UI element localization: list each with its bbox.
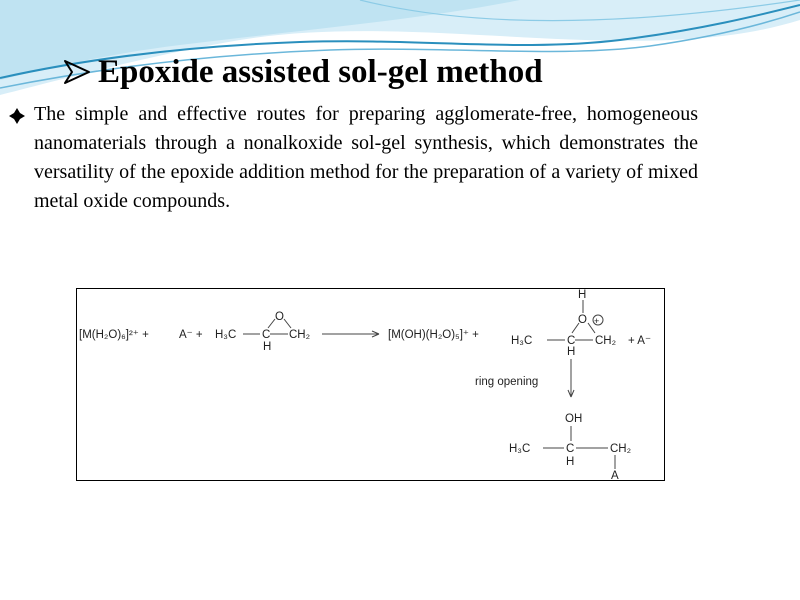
product-complex: [M(OH)(H₂O)₅]⁺ + — [388, 329, 479, 341]
reaction-scheme-drawing — [77, 289, 664, 480]
reaction-scheme-figure — [76, 288, 665, 481]
epoxide-carbon: C — [262, 329, 271, 341]
protonated-oxygen: O — [578, 314, 587, 326]
anion-a: A⁻ + — [179, 329, 203, 341]
protonated-h: H — [567, 346, 576, 358]
diamond-clover-bullet-icon — [8, 107, 26, 125]
epoxide-h3c: H₃C — [215, 329, 237, 341]
slide-title-row — [62, 50, 543, 94]
final-h3c: H₃C — [509, 443, 531, 455]
protonated-top-h: H — [578, 289, 587, 301]
ring-opening-label: ring opening — [475, 376, 539, 388]
final-oh: OH — [565, 413, 583, 425]
protonated-h3c: H₃C — [511, 335, 533, 347]
final-a: A — [611, 470, 619, 480]
final-ch2: CH₂ — [610, 443, 632, 455]
protonated-ch2: CH₂ — [595, 335, 617, 347]
reactant-complex: [M(H₂O)₆]²⁺ + — [79, 329, 149, 341]
final-h: H — [566, 456, 575, 468]
anion-a-product: + A⁻ — [628, 335, 652, 347]
protonated-ring-bond-1 — [572, 323, 579, 333]
epoxide-ring-bond-2 — [284, 319, 291, 328]
epoxide-oxygen: O — [275, 311, 284, 323]
bullet-paragraph — [8, 100, 698, 216]
final-carbon: C — [566, 443, 575, 455]
epoxide-ring-bond-1 — [268, 319, 275, 328]
epoxide-ch2: CH₂ — [289, 329, 311, 341]
bullet-text: The simple and effective routes for preparing agglomerate-free, homogeneous nanomaterials through a nonalkoxide sol-gel synthesis, which demonstrates the versatility of the epoxide addition method for the preparation of a variety of mixed metal oxide compounds. — [34, 103, 698, 212]
arrowhead-bullet-icon — [62, 57, 92, 87]
epoxide-h: H — [263, 341, 272, 353]
slide-title: Epoxide assisted sol-gel method — [98, 53, 543, 90]
positive-charge: + — [594, 316, 600, 326]
protonated-carbon: C — [567, 335, 576, 347]
